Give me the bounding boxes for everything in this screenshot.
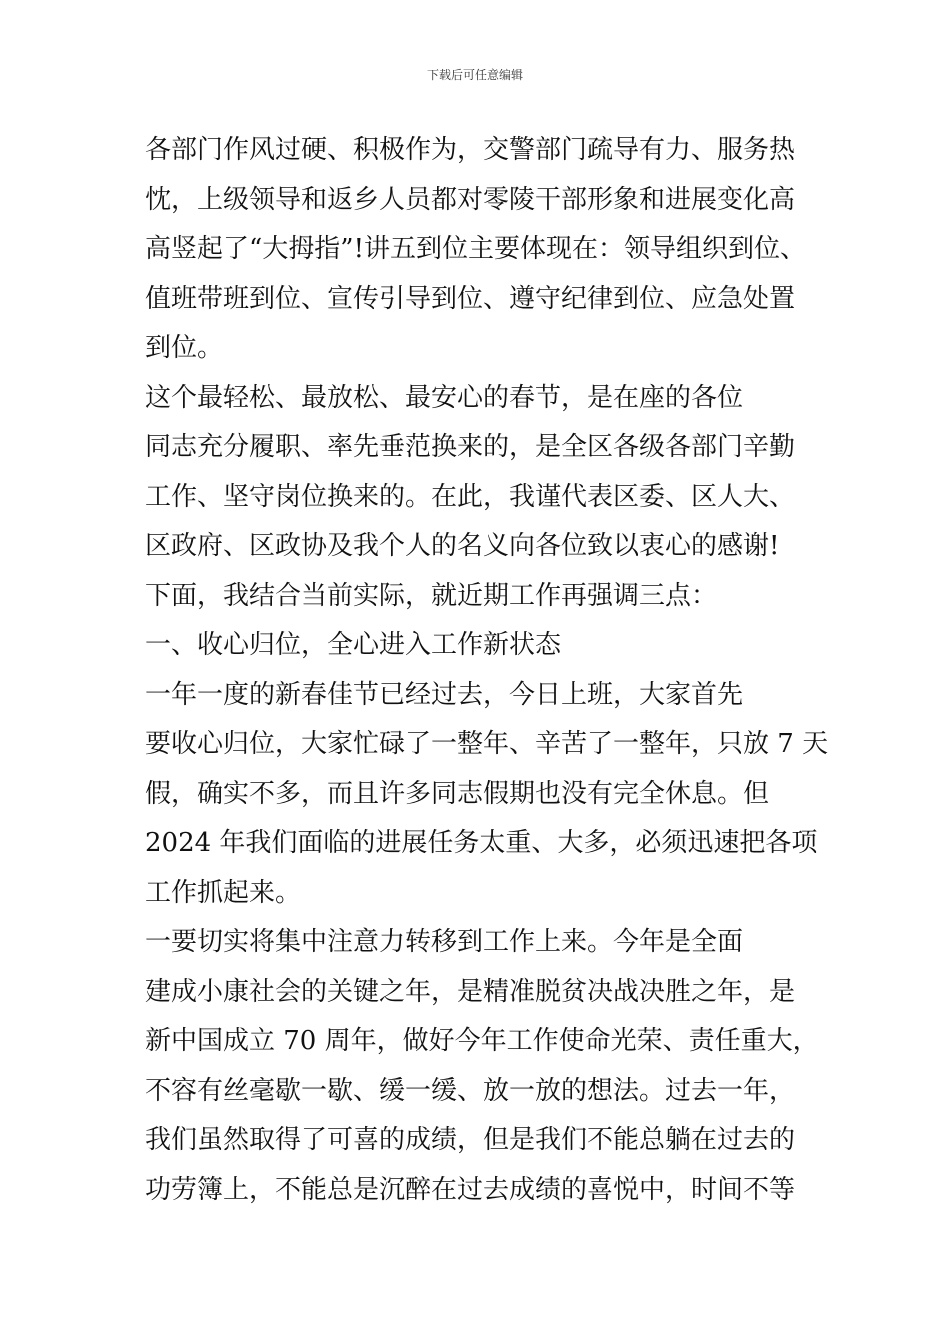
text-line: 我们虽然取得了可喜的成绩，但是我们不能总躺在过去的	[145, 1125, 796, 1155]
paragraph	[145, 918, 819, 1215]
text-line: 同志充分履职、率先垂范换来的，是全区各级各部门辛勤	[145, 432, 796, 462]
text-line: 下面，我结合当前实际，就近期工作再强调三点：	[145, 580, 718, 611]
header-note: 下载后可任意编辑	[426, 68, 523, 82]
text-line: 假，确实不多，而且许多同志假期也没有完全休息。但	[145, 778, 770, 809]
text-line: 新中国成立 70 周年，做好今年工作使命光荣、责任重大，	[145, 1026, 819, 1056]
text-line: 2024 年我们面临的进展任务太重、大多，必须迅速把各项	[145, 828, 818, 858]
text-line: 一年一度的新春佳节已经过去，今日上班，大家首先	[145, 679, 744, 710]
text-line: 高竖起了“大拇指”!讲五到位主要体现在：领导组织到位、	[145, 234, 807, 264]
text-line: 工作抓起来。	[145, 877, 302, 908]
paragraph	[145, 621, 815, 671]
text-line: 区政府、区政协及我个人的名义向各位致以衷心的感谢!	[145, 531, 780, 561]
text-line: 建成小康社会的关键之年，是精准脱贫决战决胜之年，是	[145, 976, 796, 1007]
paragraph	[145, 572, 815, 622]
text-line: 到位。	[145, 333, 224, 363]
text-line: 功劳簿上，不能总是沉醉在过去成绩的喜悦中，时间不等	[145, 1174, 796, 1205]
paragraph	[145, 374, 815, 572]
text-line: 一、收心归位，全心进入工作新状态	[145, 630, 562, 660]
paragraph	[145, 671, 829, 919]
text-line: 不容有丝毫歇一歇、缓一缓、放一放的想法。过去一年，	[145, 1075, 796, 1106]
text-line: 工作、坚守岗位换来的。在此，我谨代表区委、区人大、	[145, 481, 796, 512]
text-line: 这个最轻松、最放松、最安心的春节，是在座的各位	[145, 382, 744, 413]
text-line: 值班带班到位、宣传引导到位、遵守纪律到位、应急处置	[145, 283, 796, 314]
text-line: 一要切实将集中注意力转移到工作上来。今年是全面	[145, 927, 744, 957]
paragraph	[145, 126, 815, 374]
text-line: 忱，上级领导和返乡人员都对零陵干部形象和进展变化高	[145, 184, 796, 215]
text-line: 要收心归位，大家忙碌了一整年、辛苦了一整年，只放 7 天	[145, 729, 829, 759]
document-body	[145, 126, 829, 1215]
text-line: 各部门作风过硬、积极作为，交警部门疏导有力、服务热	[145, 135, 796, 165]
